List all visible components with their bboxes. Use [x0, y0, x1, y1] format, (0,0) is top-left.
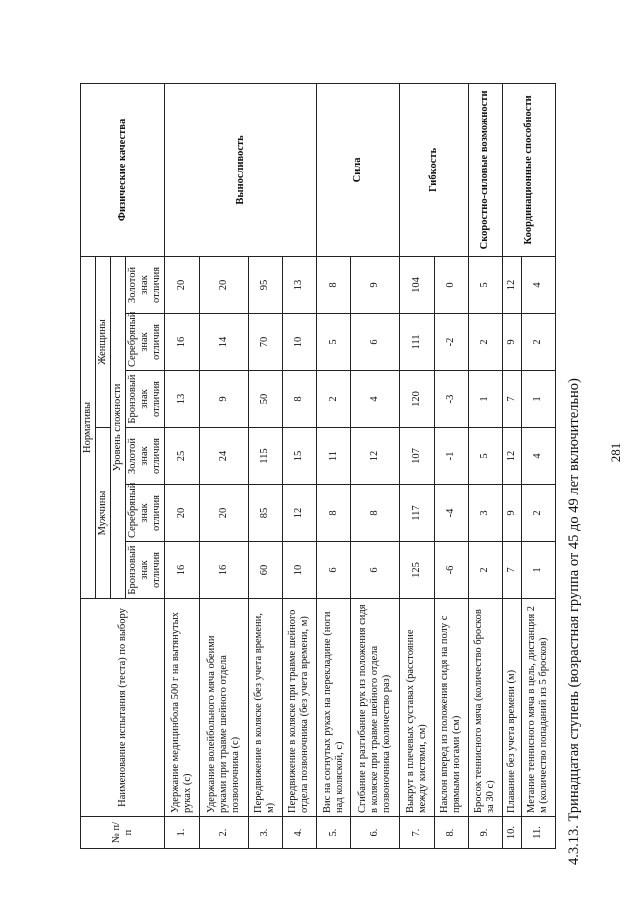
- women-silver-value: 5: [317, 314, 351, 371]
- men-silver-value: 8: [317, 485, 351, 542]
- women-bronze-value: 50: [248, 371, 282, 428]
- table-row: [400, 83, 434, 848]
- women-bronze-value: 1: [521, 371, 555, 428]
- test-name: Сгибание и разгибание рук из положения сидя в коляске при травме шейного отдела позвоночника (количество раз): [351, 599, 400, 817]
- row-number: 10.: [502, 817, 521, 849]
- women-silver-value: 111: [400, 314, 434, 371]
- page-number: 281: [608, 442, 623, 463]
- norms-table: [80, 83, 556, 849]
- women-silver-value: 16: [165, 314, 199, 371]
- men-bronze-value: 7: [502, 542, 521, 599]
- quality-strength: Сила: [317, 83, 400, 256]
- women-bronze-value: 120: [400, 371, 434, 428]
- test-name: Удержание волейбольного мяча обеими руками при травме шейного отдела позвоночника (с): [199, 599, 248, 817]
- test-name: Наклон вперед из положения сидя на полу с прямыми ногами (см): [434, 599, 468, 817]
- header-men-gold: Золотой знак отличия: [126, 428, 165, 485]
- row-number: 7.: [400, 817, 434, 849]
- men-bronze-value: 60: [248, 542, 282, 599]
- men-gold-value: 5: [468, 428, 502, 485]
- table-row: [502, 83, 521, 848]
- header-number: № п/п: [81, 817, 165, 849]
- women-silver-value: 10: [282, 314, 316, 371]
- women-bronze-value: 8: [282, 371, 316, 428]
- men-silver-value: 2: [521, 485, 555, 542]
- women-silver-value: 9: [502, 314, 521, 371]
- test-name: Выкрут в плечевых суставах (расстояние между кистями, см): [400, 599, 434, 817]
- table-row: [317, 83, 351, 848]
- men-bronze-value: 2: [468, 542, 502, 599]
- men-silver-value: 20: [165, 485, 199, 542]
- women-gold-value: 8: [317, 256, 351, 313]
- quality-endurance: Выносливость: [165, 83, 317, 256]
- row-number: 2.: [199, 817, 248, 849]
- row-number: 1.: [165, 817, 199, 849]
- women-gold-value: 0: [434, 256, 468, 313]
- women-bronze-value: 2: [317, 371, 351, 428]
- men-bronze-value: 6: [317, 542, 351, 599]
- men-bronze-value: 6: [351, 542, 400, 599]
- header-men: Мужчины: [96, 428, 111, 599]
- men-gold-value: -1: [434, 428, 468, 485]
- men-gold-value: 115: [248, 428, 282, 485]
- men-silver-value: 20: [199, 485, 248, 542]
- men-gold-value: 107: [400, 428, 434, 485]
- men-silver-value: 12: [282, 485, 316, 542]
- table-row: [165, 83, 199, 848]
- header-norms: Нормативы: [81, 256, 96, 598]
- section-heading: 4.3.13. Тринадцатая ступень (возрастная группа от 45 до 49 лет включительно): [566, 378, 582, 865]
- women-gold-value: 20: [165, 256, 199, 313]
- women-bronze-value: -3: [434, 371, 468, 428]
- row-number: 4.: [282, 817, 316, 849]
- test-name: Вис на согнутых руках на перекладине (ноги над коляской, с): [317, 599, 351, 817]
- test-name: Бросок теннисного мяча (количество бросков за 30 с): [468, 599, 502, 817]
- men-silver-value: 9: [502, 485, 521, 542]
- women-bronze-value: 7: [502, 371, 521, 428]
- row-number: 11.: [521, 817, 555, 849]
- test-name: Передвижение в коляске при травме шейного отдела позвоночника (без учета времени, м): [282, 599, 316, 817]
- men-gold-value: 4: [521, 428, 555, 485]
- row-number: 5.: [317, 817, 351, 849]
- men-silver-value: 3: [468, 485, 502, 542]
- women-silver-value: 6: [351, 314, 400, 371]
- header-men-bronze: Бронзовый знак отличия: [126, 542, 165, 599]
- header-physical-qualities: Физические качества: [81, 83, 165, 256]
- women-silver-value: 14: [199, 314, 248, 371]
- men-silver-value: 8: [351, 485, 400, 542]
- men-gold-value: 15: [282, 428, 316, 485]
- header-women-silver: Серебряный знак отличия: [126, 314, 165, 371]
- test-name: Метание теннисного мяча в цель, дистанция 2 м (количество попаданий из 5 бросков): [521, 599, 555, 817]
- test-name: Удержание медицинбола 500 г на вытянутых руках (с): [165, 599, 199, 817]
- women-silver-value: -2: [434, 314, 468, 371]
- test-name: Плавание без учета времени (м): [502, 599, 521, 817]
- women-silver-value: 2: [468, 314, 502, 371]
- header-women-gold: Золотой знак отличия: [126, 256, 165, 313]
- men-bronze-value: 125: [400, 542, 434, 599]
- women-gold-value: 13: [282, 256, 316, 313]
- women-bronze-value: 9: [199, 371, 248, 428]
- women-gold-value: 104: [400, 256, 434, 313]
- women-gold-value: 12: [502, 256, 521, 313]
- men-bronze-value: -6: [434, 542, 468, 599]
- men-gold-value: 12: [502, 428, 521, 485]
- header-women: Женщины: [96, 256, 111, 427]
- men-bronze-value: 10: [282, 542, 316, 599]
- women-gold-value: 5: [468, 256, 502, 313]
- women-gold-value: 95: [248, 256, 282, 313]
- row-number: 6.: [351, 817, 400, 849]
- women-bronze-value: 4: [351, 371, 400, 428]
- women-bronze-value: 1: [468, 371, 502, 428]
- header-women-bronze: Бронзовый знак отличия: [126, 371, 165, 428]
- quality-flexibility: Гибкость: [400, 83, 468, 256]
- header-men-silver: Серебряный знак отличия: [126, 485, 165, 542]
- table-row: [468, 83, 502, 848]
- women-gold-value: 20: [199, 256, 248, 313]
- men-gold-value: 24: [199, 428, 248, 485]
- women-silver-value: 70: [248, 314, 282, 371]
- men-silver-value: -4: [434, 485, 468, 542]
- header-difficulty-level: Уровень сложности: [111, 256, 126, 598]
- men-gold-value: 25: [165, 428, 199, 485]
- women-silver-value: 2: [521, 314, 555, 371]
- quality-coordination: Координационные способности: [502, 83, 555, 256]
- men-bronze-value: 1: [521, 542, 555, 599]
- row-number: 8.: [434, 817, 468, 849]
- row-number: 3.: [248, 817, 282, 849]
- women-gold-value: 4: [521, 256, 555, 313]
- men-gold-value: 12: [351, 428, 400, 485]
- header-test-name: Наименование испытания (теста) по выбору: [81, 599, 165, 817]
- men-silver-value: 117: [400, 485, 434, 542]
- women-gold-value: 9: [351, 256, 400, 313]
- men-bronze-value: 16: [165, 542, 199, 599]
- row-number: 9.: [468, 817, 502, 849]
- men-silver-value: 85: [248, 485, 282, 542]
- test-name: Передвижение в коляске (без учета времени, м): [248, 599, 282, 817]
- men-gold-value: 11: [317, 428, 351, 485]
- women-bronze-value: 13: [165, 371, 199, 428]
- quality-speed-strength: Скоростно-силовые возможности: [468, 83, 502, 256]
- men-bronze-value: 16: [199, 542, 248, 599]
